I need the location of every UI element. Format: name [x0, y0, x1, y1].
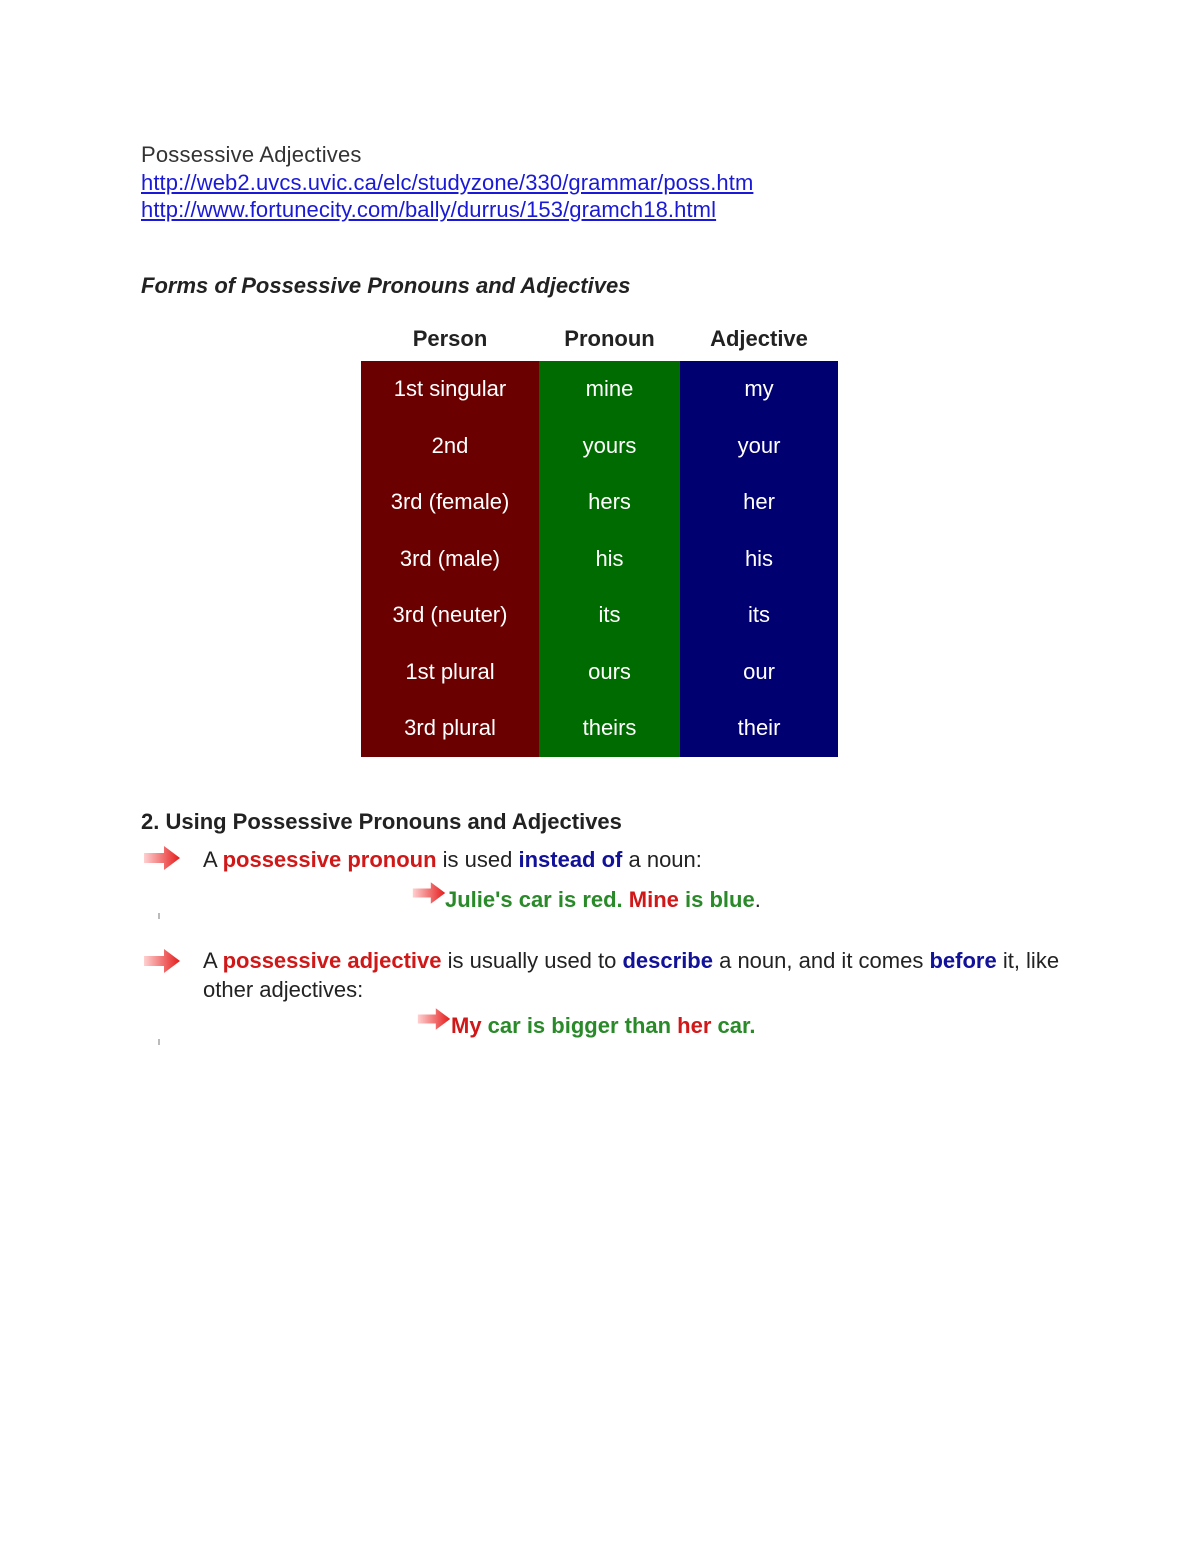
example-adjective — [451, 1013, 755, 1039]
cell-adjective: your — [680, 418, 838, 475]
rule1-text-mid: is used — [436, 847, 519, 872]
table-row — [361, 361, 838, 418]
example2-part2: car is bigger than — [481, 1013, 678, 1038]
reference-link-fortunecity[interactable]: http://www.fortunecity.com/bally/durrus/153/gramch18.html — [141, 197, 717, 222]
example2-part4: car. — [711, 1013, 756, 1038]
usage-heading: 2. Using Possessive Pronouns and Adjectives — [141, 809, 622, 834]
rule2-text-mid: is usually used to — [441, 948, 623, 973]
cell-adjective: our — [680, 644, 838, 701]
cell-adjective: my — [680, 361, 838, 418]
header-person: Person — [412, 325, 488, 351]
example1-part1: Julie's car is red. — [445, 887, 629, 912]
cell-adjective: its — [680, 587, 838, 644]
example1-part4: . — [754, 887, 761, 912]
cell-person: 3rd (male) — [361, 531, 539, 588]
table-row — [361, 418, 838, 475]
header-adjective: Adjective — [710, 325, 808, 351]
table-row — [361, 474, 838, 531]
example1-part3: is blue — [678, 887, 755, 912]
arrow-right-icon — [416, 1005, 452, 1033]
rule2-text-mid2: a noun, and it comes — [712, 948, 930, 973]
reference-link-uvic[interactable]: http://web2.uvcs.uvic.ca/elc/studyzone/330/grammar/poss.htm — [141, 170, 754, 195]
cell-pronoun: hers — [539, 474, 680, 531]
rule2-key2: before — [929, 948, 997, 973]
rule1-key: instead of — [518, 847, 623, 872]
rule2-key1: describe — [622, 948, 713, 973]
paragraph-mark — [158, 913, 160, 919]
example-pronoun — [445, 887, 761, 913]
cell-pronoun: yours — [539, 418, 680, 475]
cell-person: 2nd — [361, 418, 539, 475]
cell-adjective: her — [680, 474, 838, 531]
paragraph-mark — [158, 1039, 160, 1045]
table-row — [361, 644, 838, 701]
rule2-term: possessive adjective — [222, 948, 442, 973]
table-header-row — [361, 316, 838, 361]
cell-adjective: his — [680, 531, 838, 588]
rule-possessive-adjective — [203, 946, 1073, 1004]
rule1-term: possessive pronoun — [222, 847, 437, 872]
cell-pronoun: ours — [539, 644, 680, 701]
arrow-right-icon — [411, 879, 447, 907]
cell-person: 3rd (neuter) — [361, 587, 539, 644]
example2-part1: My — [451, 1013, 482, 1038]
cell-person: 3rd (female) — [361, 474, 539, 531]
cell-pronoun: theirs — [539, 700, 680, 757]
rule1-text-a: A — [203, 847, 223, 872]
example1-part2: Mine — [628, 887, 679, 912]
cell-pronoun: mine — [539, 361, 680, 418]
rule1-text-end: a noun: — [622, 847, 702, 872]
arrow-right-icon — [142, 843, 182, 873]
possessive-forms-table — [361, 316, 838, 757]
forms-heading: Forms of Possessive Pronouns and Adjectives — [141, 273, 631, 298]
document-title: Possessive Adjectives — [141, 142, 362, 167]
cell-person: 3rd plural — [361, 700, 539, 757]
rule2-text-end: it, like other adjectives: — [203, 948, 1060, 1002]
rule-possessive-pronoun — [203, 845, 1073, 874]
cell-person: 1st singular — [361, 361, 539, 418]
rule2-text-a: A — [203, 948, 223, 973]
cell-person: 1st plural — [361, 644, 539, 701]
arrow-right-icon — [142, 946, 182, 976]
header-pronoun: Pronoun — [564, 325, 655, 351]
example2-part3: her — [677, 1013, 712, 1038]
table-row — [361, 587, 838, 644]
table-row — [361, 531, 838, 588]
table-row — [361, 700, 838, 757]
cell-adjective: their — [680, 700, 838, 757]
cell-pronoun: his — [539, 531, 680, 588]
cell-pronoun: its — [539, 587, 680, 644]
